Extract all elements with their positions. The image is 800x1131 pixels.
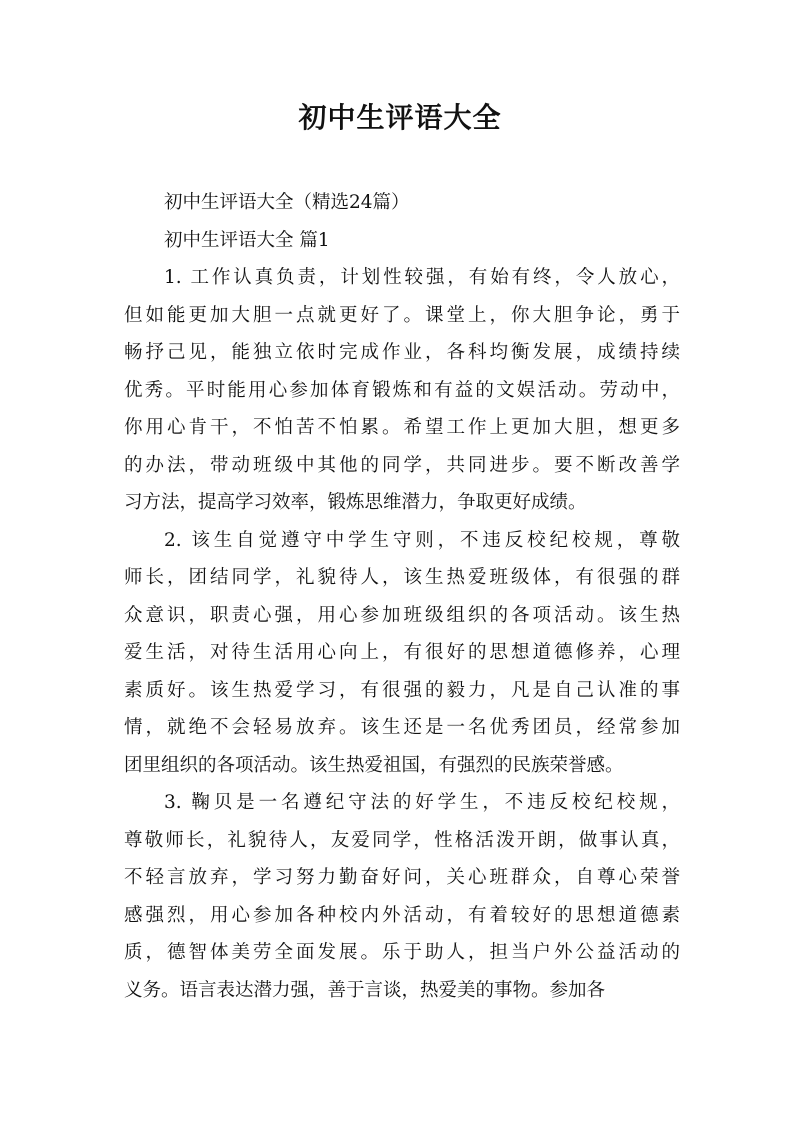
paragraph-line: 众意识，职责心强，用心参加班级组织的各项活动。该生热	[124, 604, 680, 626]
paragraph-line: 你用心肯干，不怕苦不怕累。希望工作上更加大胆，想更多	[124, 417, 680, 438]
page-title: 初中生评语大全	[298, 101, 502, 134]
paragraph-line: 的办法，带动班级中其他的同学，共同进步。要不断改善学	[124, 454, 680, 476]
paragraph-line: 爱生活，对待生活用心向上，有很好的思想道德修养，心理	[124, 642, 680, 663]
paragraph-line: 感强烈，用心参加各种校内外活动，有着较好的思想道德素	[124, 904, 680, 926]
section-heading: 初中生评语大全 篇1	[164, 229, 330, 251]
paragraph-line: 情，就绝不会轻易放弃。该生还是一名优秀团员，经常参加	[124, 717, 680, 738]
paragraph-line: 2. 该生自觉遵守中学生守则，不违反校纪校规，尊敬	[164, 529, 680, 551]
paragraph-line: 优秀。平时能用心参加体育锻炼和有益的文娱活动。劳动中，	[124, 379, 680, 401]
document-subtitle: 初中生评语大全（精选24篇）	[164, 192, 410, 213]
document-body	[124, 184, 680, 1009]
paragraph-line: 师长，团结同学，礼貌待人，该生热爱班级体，有很强的群	[124, 567, 680, 588]
paragraph-line: 义务。语言表达潜力强，善于言谈，热爱美的事物。参加各	[124, 979, 606, 1001]
paragraph-line: 尊敬师长，礼貌待人，友爱同学，性格活泼开朗，做事认真，	[124, 829, 680, 851]
paragraph-line: 习方法，提高学习效率，锻炼思维潜力，争取更好成绩。	[124, 492, 587, 513]
paragraph-line: 但如能更加大胆一点就更好了。课堂上，你大胆争论，勇于	[124, 304, 680, 326]
paragraph-line: 1. 工作认真负责，计划性较强，有始有终，令人放心，	[164, 267, 680, 288]
paragraph-line: 不轻言放弃，学习努力勤奋好问，关心班群众，自尊心荣誉	[124, 867, 680, 888]
paragraph-line: 团里组织的各项活动。该生热爱祖国，有强烈的民族荣誉感。	[124, 754, 624, 776]
paragraph-line: 素质好。该生热爱学习，有很强的毅力，凡是自己认准的事	[124, 679, 680, 701]
paragraph-line: 畅抒己见，能独立依时完成作业，各科均衡发展，成绩持续	[124, 342, 680, 363]
paragraph-line: 3. 鞠贝是一名遵纪守法的好学生，不违反校纪校规，	[164, 792, 680, 813]
paragraph-line: 质，德智体美劳全面发展。乐于助人，担当户外公益活动的	[124, 942, 680, 963]
